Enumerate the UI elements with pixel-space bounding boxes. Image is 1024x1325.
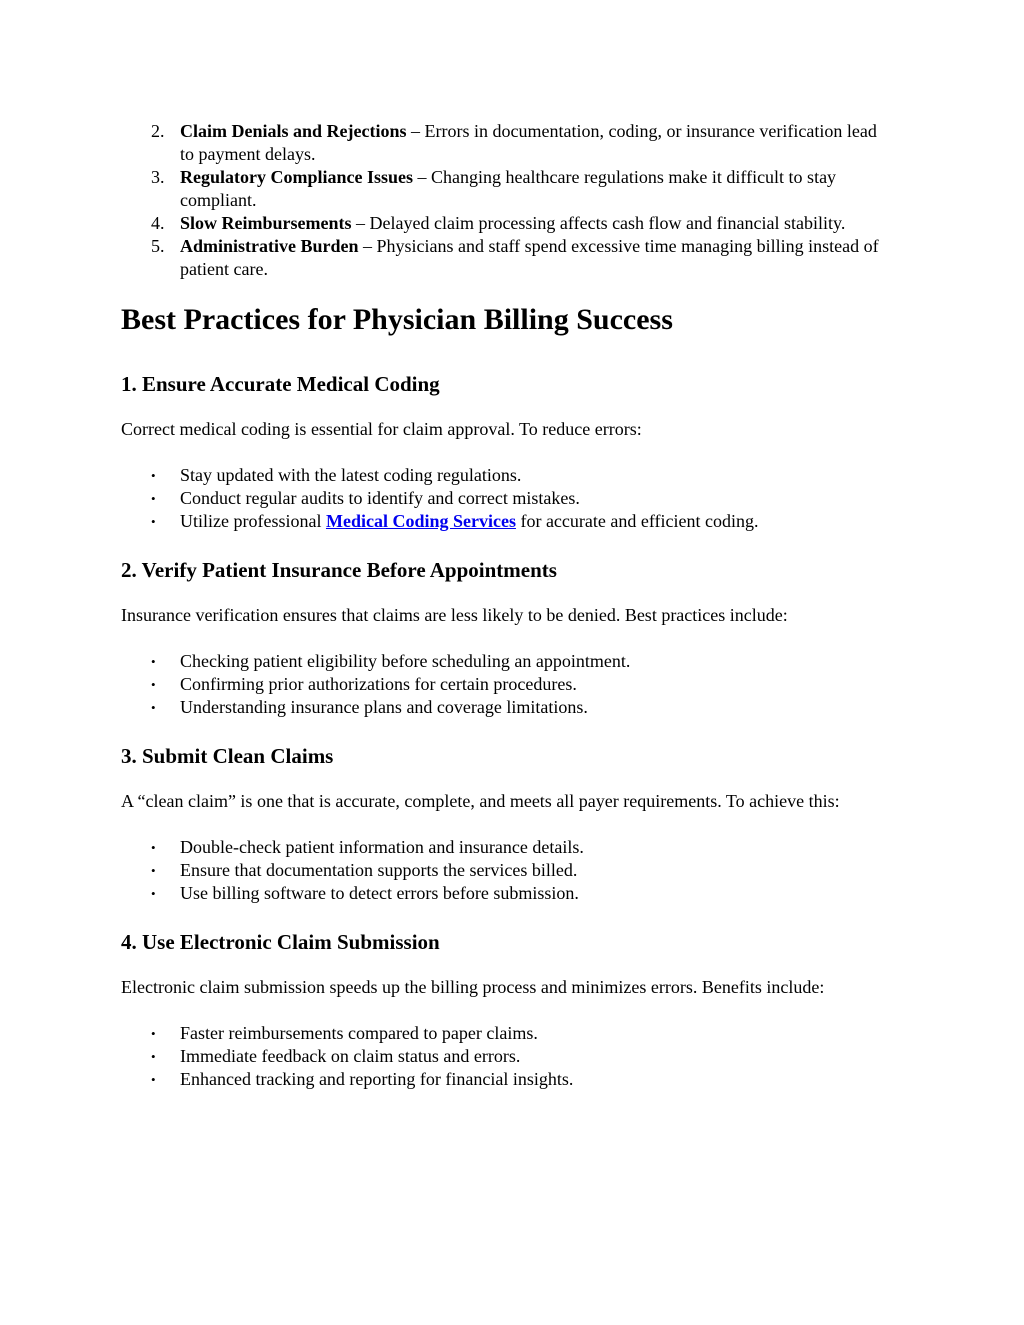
bullet-icon: •	[151, 1072, 156, 1087]
bullet-icon: •	[151, 863, 156, 878]
bullet-icon: •	[151, 840, 156, 855]
list-term: Slow Reimbursements	[180, 213, 352, 233]
bullet-icon: •	[151, 514, 156, 529]
list-description: – Changing healthcare regulations make it difficult to stay compliant.	[180, 167, 837, 210]
list-item	[121, 696, 891, 719]
section-heading-insurance: 2. Verify Patient Insurance Before Appointments	[121, 558, 557, 582]
section-heading-clean-claims: 3. Submit Clean Claims	[121, 744, 334, 768]
section-intro-insurance: Insurance verification ensures that claims are less likely to be denied. Best practices include:	[121, 605, 788, 625]
list-term: Claim Denials and Rejections	[180, 121, 407, 141]
bullet-icon: •	[151, 677, 156, 692]
list-number: 3.	[151, 167, 165, 187]
medical-coding-services-link[interactable]: Medical Coding Services	[325, 511, 516, 531]
list-description: – Physicians and staff spend excessive time managing billing instead of patient care.	[180, 236, 879, 279]
bullet-text: Understanding insurance plans and coverage limitations.	[180, 697, 588, 717]
list-item	[121, 1068, 891, 1091]
challenges-list	[121, 120, 891, 281]
list-item	[121, 166, 891, 212]
page-title: Best Practices for Physician Billing Success	[121, 303, 673, 336]
list-term: Regulatory Compliance Issues	[180, 167, 413, 187]
list-number: 5.	[151, 236, 165, 256]
list-term: Administrative Burden	[180, 236, 359, 256]
bullet-text: Conduct regular audits to identify and correct mistakes.	[180, 488, 580, 508]
list-item	[121, 1022, 891, 1045]
bullet-text: Faster reimbursements compared to paper claims.	[180, 1023, 538, 1043]
bullet-text: Immediate feedback on claim status and errors.	[180, 1046, 521, 1066]
bullet-icon: •	[151, 654, 156, 669]
list-description: – Errors in documentation, coding, or insurance verification lead to payment delays.	[180, 121, 877, 164]
list-item	[121, 510, 891, 533]
list-item	[121, 487, 891, 510]
bullet-text-after-link: for accurate and efficient coding.	[515, 511, 759, 531]
list-item	[121, 235, 891, 281]
section-heading-electronic: 4. Use Electronic Claim Submission	[121, 930, 440, 954]
section-intro-coding: Correct medical coding is essential for claim approval. To reduce errors:	[121, 419, 642, 439]
bullet-text: Double-check patient information and insurance details.	[180, 837, 584, 857]
list-item	[121, 859, 891, 882]
list-description: – Delayed claim processing affects cash flow and financial stability.	[351, 213, 846, 233]
coding-bullet-list	[121, 464, 891, 533]
bullet-icon: •	[151, 468, 156, 483]
list-item	[121, 650, 891, 673]
bullet-icon: •	[151, 700, 156, 715]
section-heading-coding: 1. Ensure Accurate Medical Coding	[121, 372, 440, 396]
list-number: 4.	[151, 213, 165, 233]
list-item	[121, 120, 891, 166]
bullet-icon: •	[151, 1026, 156, 1041]
bullet-text: Checking patient eligibility before scheduling an appointment.	[180, 651, 631, 671]
bullet-icon: •	[151, 886, 156, 901]
list-number: 2.	[151, 121, 165, 141]
bullet-text: Use billing software to detect errors before submission.	[180, 883, 579, 903]
list-item	[121, 882, 891, 905]
bullet-text: Enhanced tracking and reporting for financial insights.	[180, 1069, 574, 1089]
list-item	[121, 673, 891, 696]
bullet-icon: •	[151, 1049, 156, 1064]
bullet-text-before-link: Utilize professional	[180, 511, 326, 531]
list-item	[121, 212, 891, 235]
list-item	[121, 464, 891, 487]
insurance-bullet-list	[121, 650, 891, 719]
bullet-text: Confirming prior authorizations for certain procedures.	[180, 674, 577, 694]
bullet-text: Ensure that documentation supports the services billed.	[180, 860, 578, 880]
list-item	[121, 836, 891, 859]
section-intro-clean-claims: A “clean claim” is one that is accurate, complete, and meets all payer requirements. To achieve this:	[121, 791, 840, 811]
list-item	[121, 1045, 891, 1068]
clean-claims-bullet-list	[121, 836, 891, 905]
electronic-bullet-list	[121, 1022, 891, 1091]
section-intro-electronic: Electronic claim submission speeds up the billing process and minimizes errors. Benefits include:	[121, 977, 825, 997]
document-page	[121, 120, 891, 1091]
bullet-text: Stay updated with the latest coding regulations.	[180, 465, 522, 485]
bullet-icon: •	[151, 491, 156, 506]
